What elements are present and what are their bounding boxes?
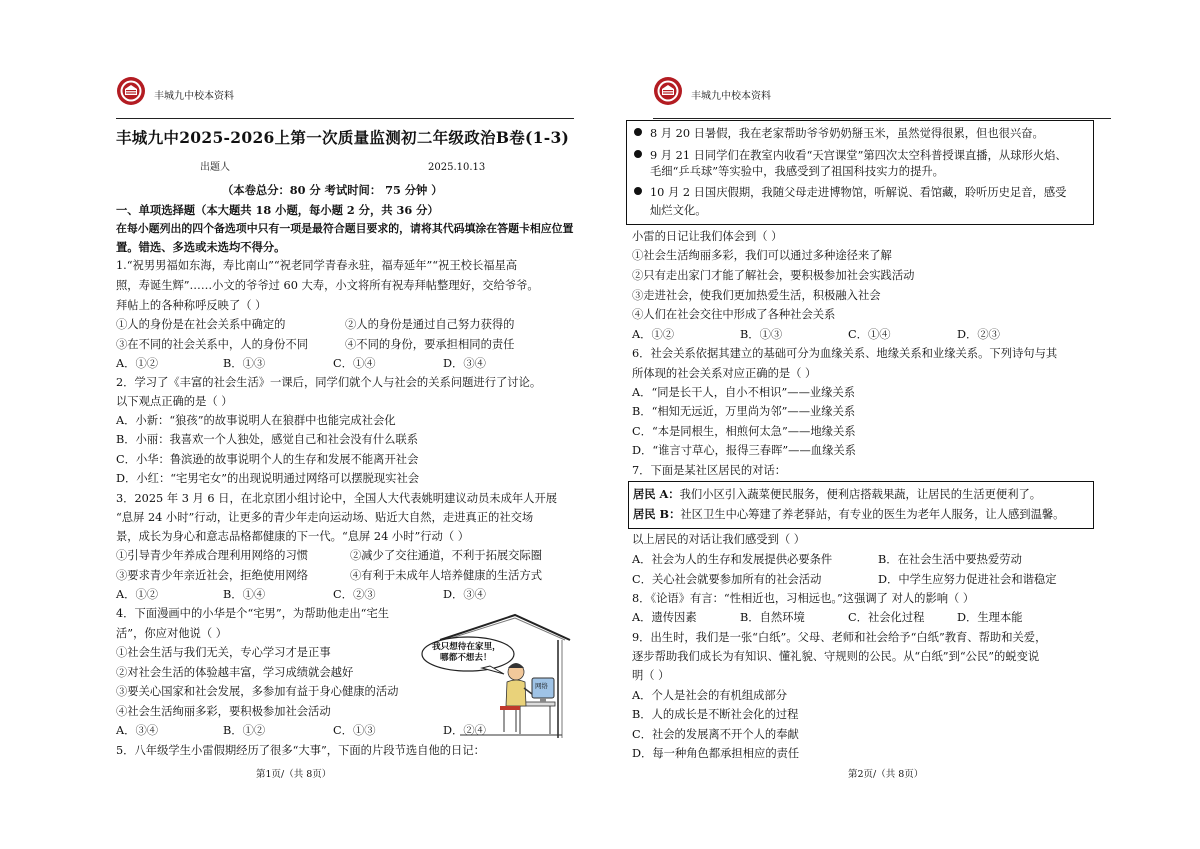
cartoon-speech: 我只想待在家里， <box>432 642 501 652</box>
q5-answer: B．①③ <box>740 328 783 341</box>
q9-stem: 明（ ） <box>632 669 670 682</box>
q8-answer: B．自然环境 <box>740 611 805 624</box>
q1-option: ④不同的身份，要承担相同的责任 <box>345 338 515 351</box>
q9-answer: B．人的成长是不断社会化的过程 <box>632 708 799 721</box>
q4-cartoon <box>420 610 580 740</box>
q4-stem: 4．下面漫画中的小华是个“宅男”，为帮助他走出“宅生 <box>116 607 390 620</box>
exam-page-2 <box>600 0 1200 849</box>
q1-option: ③在不同的社会关系中，人的身份不同 <box>116 338 309 351</box>
bullet-icon <box>634 150 642 158</box>
q5-stem: 5．八年级学生小雷假期经历了很多“大事”，下面的片段节选自他的日记： <box>116 744 485 757</box>
q7-answer: B．在社会生活中要热爱劳动 <box>878 553 1022 566</box>
q1-answer: B．①③ <box>223 357 266 370</box>
school-header-text: 丰城九中校本资料 <box>154 91 234 102</box>
q5-option: ①社会生活绚丽多彩，我们可以通过多种途径来了解 <box>632 249 892 262</box>
q1-stem: 1.“祝男男福如东海，寿比南山”“祝老同学青春永驻，福寿延年”“祝王校长福星高 <box>116 259 518 272</box>
q3-answer: A．①② <box>116 588 159 601</box>
q4-answer: C．①③ <box>333 724 376 737</box>
diary-entry: 10 月 2 日国庆假期，我随父母走进博物馆，听解说、看馆藏，聆听历史足音，感受 <box>634 185 1066 200</box>
section-title: 一、单项选择题（本大题共 18 小题，每小题 2 分，共 36 分） <box>116 203 439 217</box>
exam-date: 2025.10.13 <box>428 162 486 173</box>
q4-answer: D．②④ <box>443 724 486 737</box>
q4-answer: A．③④ <box>116 724 159 737</box>
q1-option: ②人的身份是通过自己努力获得的 <box>345 318 515 331</box>
q5-option: ②只有走出家门才能了解社会，要积极参加社会实践活动 <box>632 269 915 282</box>
q4-stem: 活”，你应对他说（ ） <box>116 627 228 640</box>
q7-answer: C．关心社会就要参加所有的社会活动 <box>632 573 822 586</box>
q7-answer: A．社会为人的生存和发展提供必要条件 <box>632 553 833 566</box>
q3-stem: 景，成长为身心和意志品格都健康的下一代。“息屏 24 小时”行动（ ） <box>116 530 470 543</box>
q4-answer: B．①② <box>223 724 266 737</box>
header-divider <box>116 118 574 119</box>
q5-lead: 小雷的日记让我们体会到（ ） <box>632 230 783 243</box>
q8-stem: 8．《论语》有言：“性相近也，习相远也。”这强调了 对人的影响（ ） <box>632 592 975 605</box>
diary-entry-cont: 毛细“乒乓球”等实验中，我感受到了祖国科技实力的提升。 <box>650 165 944 178</box>
q3-option: ④有利于未成年人培养健康的生活方式 <box>350 569 543 582</box>
q6-answer: A．“同是长干人，自小不相识”——业缘关系 <box>632 386 856 399</box>
instructions-line: 在每小题列出的四个备选项中只有一项是最符合题目要求的，请将其代码填涂在答题卡相应位置 <box>116 222 574 235</box>
q9-answer: C．社会的发展离不开个人的奉献 <box>632 728 799 741</box>
q3-option: ①引导青少年养成合理利用网络的习惯 <box>116 549 309 562</box>
q8-answer: C．社会化过程 <box>848 611 925 624</box>
q3-option: ②减少了交往通道，不利于拓展交际圈 <box>350 549 543 562</box>
diary-entry: 9 月 21 日同学们在教室内收看“天宫课堂”第四次太空科普授课直播，从球形火焰、 <box>634 148 1067 163</box>
bullet-icon <box>634 187 642 195</box>
dialogue-line: 居民 A：我们小区引入蔬菜便民服务，便利店搭载果蔬，让居民的生活更便利了。 <box>633 487 1042 501</box>
q3-option: ③要求青少年亲近社会，拒绝使用网络 <box>116 569 309 582</box>
q2-answer: B．小丽：我喜欢一个人独处，感觉自己和社会没有什么联系 <box>116 433 419 446</box>
q5-answer: A．①② <box>632 328 675 341</box>
q3-answer: C．②③ <box>333 588 376 601</box>
house-cartoon-icon <box>420 610 580 740</box>
q1-option: ①人的身份是在社会关系中确定的 <box>116 318 286 331</box>
q1-answer: A．①② <box>116 357 159 370</box>
diary-entry-cont: 灿烂文化。 <box>650 204 707 217</box>
q1-stem: 拜帖上的各种称呼反映了（ ） <box>116 299 267 312</box>
q8-answer: A．遗传因素 <box>632 611 697 624</box>
dialogue-line: 居民 B：社区卫生中心筹建了养老驿站，有专业的医生为老年人服务，让人感到温馨。 <box>633 507 1065 521</box>
q9-answer: A．个人是社会的有机组成部分 <box>632 689 788 702</box>
q2-stem: 以下观点正确的是（ ） <box>116 395 233 408</box>
q2-answer: D．小红：“宅男宅女”的出现说明通过网络可以摆脱现实社会 <box>116 472 420 485</box>
q9-stem: 逐步帮助我们成长为有知识、懂礼貌、守规则的公民。从“白纸”到“公民”的蜕变说 <box>632 650 1040 663</box>
cartoon-screen-label: 网络 <box>535 682 548 690</box>
q5-answer: C．①④ <box>848 328 891 341</box>
q9-answer: D．每一种角色都承担相应的责任 <box>632 747 800 760</box>
q4-option: ④社会生活绚丽多彩，要积极参加社会活动 <box>116 705 331 718</box>
q5-answer: D．②③ <box>957 328 1000 341</box>
q7-stem: 7．下面是某社区居民的对话： <box>632 464 787 477</box>
bullet-icon <box>634 128 642 136</box>
q7-lead: 以上居民的对话让我们感受到（ ） <box>632 533 806 546</box>
q6-answer: C．“本是同根生，相煎何太急”——地缘关系 <box>632 425 856 438</box>
page-footer: 第1页/（共 8页） <box>256 769 332 780</box>
q6-answer: B．“相知无远近，万里尚为邻”——业缘关系 <box>632 405 856 418</box>
cartoon-speech: 哪都不想去！ <box>440 653 492 663</box>
school-header-text: 丰城九中校本资料 <box>691 91 771 102</box>
q2-stem: 2．学习了《丰富的社会生活》一课后，同学们就个人与社会的关系问题进行了讨论。 <box>116 376 542 389</box>
page-footer: 第2页/（共 8页） <box>848 769 924 780</box>
q2-answer: C．小华：鲁滨逊的故事说明个人的生存和发展不能离开社会 <box>116 453 419 466</box>
q7-answer: D．中学生应努力促进社会和谐稳定 <box>878 573 1057 586</box>
q5-option: ③走进社会，使我们更加热爱生活，积极融入社会 <box>632 289 881 302</box>
diary-entry: 8 月 20 日暑假，我在老家帮助爷爷奶奶掰玉米，虽然觉得很累，但也很兴奋。 <box>634 126 1044 141</box>
score-time-line: （本卷总分：80 分 考试时间： 75 分钟 ） <box>222 183 443 197</box>
q1-answer: C．①④ <box>333 357 376 370</box>
q3-answer: D．③④ <box>443 588 486 601</box>
q5-option: ④人们在社会交往中形成了各种社会关系 <box>632 308 836 321</box>
instructions-line: 置。错选、多选或未选均不得分。 <box>116 240 286 254</box>
school-logo-icon <box>116 76 146 106</box>
q1-answer: D．③④ <box>443 357 486 370</box>
q1-stem: 照，寿诞生辉”……小文的爷爷过 60 大寿，小文将所有祝寿拜帖整理好，交给爷爷。 <box>116 279 539 292</box>
q3-stem: “息屏 24 小时”行动，让更多的青少年走向运动场、贴近大自然，走进真正的社交场 <box>116 511 534 524</box>
q9-stem: 9．出生时，我们是一张“白纸”。父母、老师和社会给予“白纸”教育、帮助和关爱， <box>632 631 1047 644</box>
q6-stem: 6．社会关系依据其建立的基础可分为血缘关系、地缘关系和业缘关系。下列诗句与其 <box>632 347 1058 360</box>
q3-stem: 3．2025 年 3 月 6 日，在北京团小组讨论中，全国人大代表姚明建议动员未成年人开展 <box>116 492 558 505</box>
q2-answer: A．小新：“狼孩”的故事说明人在狼群中也能完成社会化 <box>116 414 396 427</box>
q4-option: ①社会生活与我们无关，专心学习才是正事 <box>116 646 331 659</box>
q6-answer: D．“谁言寸草心，报得三春晖”——血缘关系 <box>632 444 856 457</box>
author-label: 出题人 <box>200 162 230 173</box>
school-logo-icon <box>653 76 683 106</box>
exam-title: 丰城九中2025-2026上第一次质量监测初二年级政治B卷(1-3) <box>116 128 570 147</box>
q4-option: ②对社会生活的体验越丰富，学习成绩就会越好 <box>116 666 354 679</box>
header-divider <box>653 118 1111 119</box>
q8-answer: D．生理本能 <box>957 611 1023 624</box>
q3-answer: B．①④ <box>223 588 266 601</box>
q4-option: ③要关心国家和社会发展，多参加有益于身心健康的活动 <box>116 685 399 698</box>
q6-stem: 所体现的社会关系对应正确的是（ ） <box>632 367 817 380</box>
